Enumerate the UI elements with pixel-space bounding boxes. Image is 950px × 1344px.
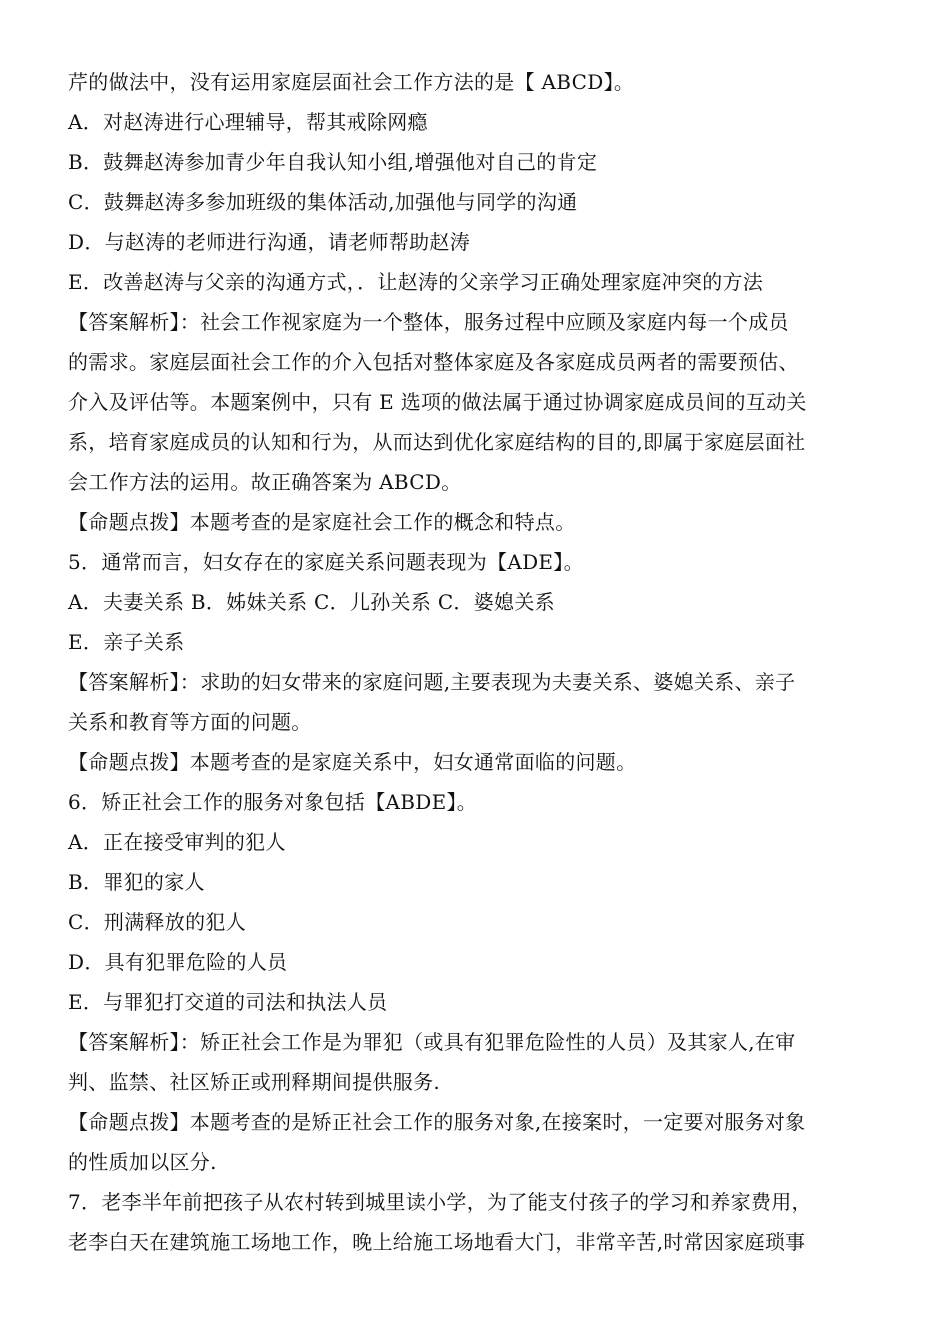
- option-d-line: D．与赵涛的老师进行沟通，请老师帮助赵涛: [68, 230, 471, 254]
- document-page: [68, 62, 888, 1262]
- option-c-line: C．鼓舞赵涛多参加班级的集体活动,加强他与同学的沟通: [68, 190, 578, 214]
- text-line: 的需求。家庭层面社会工作的介入包括对整体家庭及各家庭成员两者的需要预估、: [68, 350, 799, 374]
- answer-analysis-line: 【答案解析】：社会工作视家庭为一个整体，服务过程中应顾及家庭内每一个成员: [68, 310, 789, 334]
- answer-analysis-line: 【答案解析】：求助的妇女带来的家庭问题,主要表现为夫妻关系、婆媳关系、亲子: [68, 670, 796, 694]
- answer-analysis-line: 【答案解析】：矫正社会工作是为罪犯（或具有犯罪危险性的人员）及其家人,在审: [68, 1030, 796, 1054]
- question-6-line: 6．矫正社会工作的服务对象包括【ABDE】。: [68, 790, 478, 814]
- option-a-line: A．正在接受审判的犯人: [68, 830, 286, 854]
- text-line: 系，培育家庭成员的认知和行为，从而达到优化家庭结构的目的,即属于家庭层面社: [68, 430, 806, 454]
- text-line: 老李白天在建筑施工场地工作，晚上给施工场地看大门，非常辛苦,时常因家庭琐事: [68, 1230, 806, 1254]
- option-b-line: B．鼓舞赵涛参加青少年自我认知小组,增强他对自己的肯定: [68, 150, 598, 174]
- option-b-line: B．罪犯的家人: [68, 870, 205, 894]
- question-tip-line: 【命题点拨】本题考查的是家庭关系中，妇女通常面临的问题。: [68, 750, 637, 774]
- option-c-line: C．刑满释放的犯人: [68, 910, 247, 934]
- option-a-line: A．对赵涛进行心理辅导，帮其戒除网瘾: [68, 110, 428, 134]
- text-line: 关系和教育等方面的问题。: [68, 710, 312, 734]
- option-d-line: D．具有犯罪危险的人员: [68, 950, 288, 974]
- text-line: 的性质加以区分.: [68, 1150, 217, 1174]
- question-5-line: 5．通常而言，妇女存在的家庭关系问题表现为【ADE】。: [68, 550, 584, 574]
- question-tip-line: 【命题点拨】本题考查的是家庭社会工作的概念和特点。: [68, 510, 576, 534]
- options-line: A．夫妻关系 B．姊妹关系 C．儿孙关系 C．婆媳关系: [68, 590, 555, 614]
- text-line: 会工作方法的运用。故正确答案为 ABCD。: [68, 470, 462, 494]
- question-tip-line: 【命题点拨】本题考查的是矫正社会工作的服务对象,在接案时，一定要对服务对象: [68, 1110, 806, 1134]
- text-line: 芹的做法中，没有运用家庭层面社会工作方法的是【 ABCD】。: [68, 70, 635, 94]
- question-7-line: 7．老李半年前把孩子从农村转到城里读小学，为了能支付孩子的学习和养家费用，: [68, 1190, 812, 1214]
- text-line: 判、监禁、社区矫正或刑释期间提供服务.: [68, 1070, 441, 1094]
- option-e-line: E．改善赵涛与父亲的沟通方式，．让赵涛的父亲学习正确处理家庭冲突的方法: [68, 270, 764, 294]
- option-e-line: E．与罪犯打交道的司法和执法人员: [68, 990, 388, 1014]
- text-line: 介入及评估等。本题案例中，只有 E 选项的做法属于通过协调家庭成员间的互动关: [68, 390, 807, 414]
- option-e-line: E．亲子关系: [68, 630, 185, 654]
